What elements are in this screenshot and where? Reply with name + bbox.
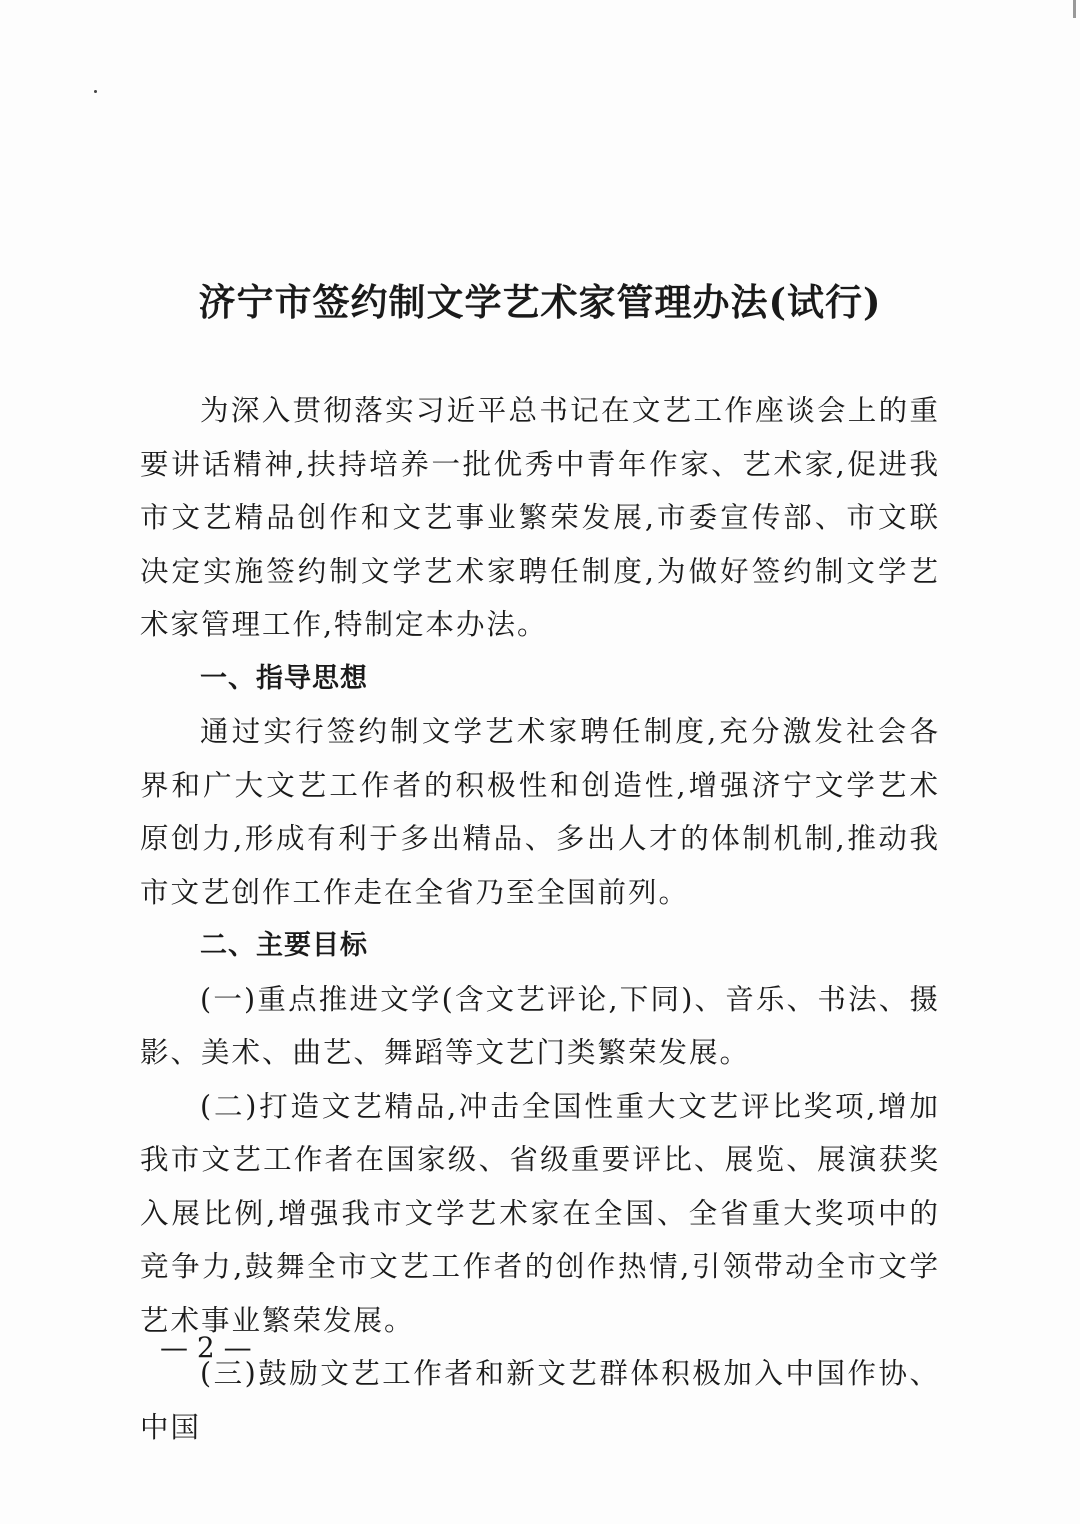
goal-item-2: (二)打造文艺精品,冲击全国性重大文艺评比奖项,增加我市文艺工作者在国家级、省级重要评比、展览、展演获奖入展比例,增强我市文学艺术家在全国、全省重大奖项中的竞争力,鼓舞全市文艺工作者的创作热情,引领带动全市文学艺术事业繁荣发展。 (140, 1089, 940, 1337)
section-heading-main-goals: 二、主要目标 (200, 930, 368, 961)
scan-edge-mark (1073, 0, 1076, 18)
goal-item-1: (一)重点推进文学(含文艺评论,下同)、音乐、书法、摄影、美术、曲艺、舞蹈等文艺门类繁荣发展。 (140, 982, 940, 1069)
document-title: 济宁市签约制文学艺术家管理办法(试行) (198, 280, 882, 324)
scan-speck (94, 90, 97, 93)
section-heading-guiding-ideology: 一、指导思想 (200, 662, 368, 694)
goal-item-3: (三)鼓励文艺工作者和新文艺群体积极加入中国作协、中国 (140, 1357, 940, 1444)
document-body (140, 384, 940, 1454)
page-number: — 2 — (160, 1331, 252, 1364)
intro-paragraph: 为深入贯彻落实习近平总书记在文艺工作座谈会上的重要讲话精神,扶持培养一批优秀中青年作家、艺术家,促进我市文艺精品创作和文艺事业繁荣发展,市委宣传部、市文联决定实施签约制文学艺术家聘任制度,为做好签约制文学艺术家管理工作,特制定本办法。 (140, 394, 940, 641)
guiding-ideology-paragraph: 通过实行签约制文学艺术家聘任制度,充分激发社会各界和广大文艺工作者的积极性和创造性,增强济宁文学艺术原创力,形成有利于多出精品、多出人才的体制机制,推动我市文艺创作工作走在全省乃至全国前列。 (140, 715, 940, 909)
